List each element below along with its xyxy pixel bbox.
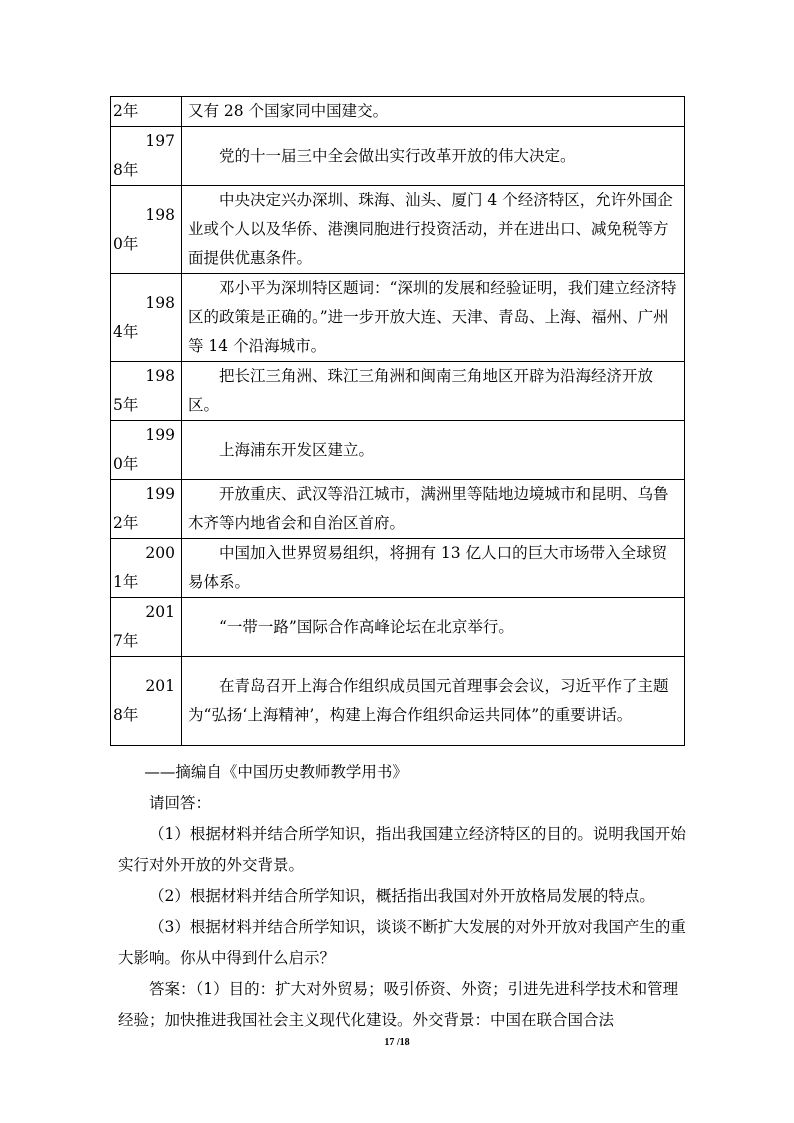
timeline-event: 把长江三角洲、珠江三角洲和闽南三角地区开辟为沿海经济开放区。 [188, 367, 654, 414]
timeline-year [111, 362, 179, 420]
timeline-event: “一带一路”国际合作高峰论坛在北京举行。 [219, 617, 514, 636]
timeline-year [111, 127, 179, 185]
timeline-year [111, 672, 179, 730]
timeline-year-cell [111, 421, 182, 480]
page-number: 17 /18 [384, 1037, 410, 1048]
timeline-year-cell [111, 657, 182, 746]
timeline-row [111, 274, 685, 362]
timeline-body [111, 97, 685, 746]
timeline-year-bottom: 0年 [113, 234, 139, 253]
answer-text: 答案：（1）目的：扩大对外贸易；吸引侨资、外资；引进先进科学技术和管理经验；加快推进我国社会主义现代化建设。外交背景：中国在联合国合法 [118, 980, 679, 1029]
timeline-year [111, 289, 179, 347]
timeline-year [111, 421, 179, 479]
timeline-row [111, 421, 685, 480]
timeline-row [111, 186, 685, 274]
timeline-row [111, 539, 685, 598]
timeline-year-cell [111, 539, 182, 598]
timeline-year-bottom: 5年 [113, 396, 139, 414]
timeline-year-top: 197 [145, 132, 175, 150]
timeline-event-cell [182, 421, 685, 480]
source-line: ——摘编自《中国历史教师教学用书》 [144, 763, 408, 781]
timeline-event-cell [182, 97, 685, 127]
timeline-event: 上海浦东开发区建立。 [219, 440, 375, 459]
timeline-year-bottom: 2年 [113, 514, 139, 532]
timeline-event-cell [182, 539, 685, 598]
timeline-row [111, 127, 685, 186]
timeline-event-cell [182, 127, 685, 186]
timeline-year [111, 201, 179, 259]
timeline-year [111, 480, 179, 538]
timeline-year-bottom: 1年 [113, 573, 139, 591]
timeline-year-top: 198 [145, 205, 175, 224]
timeline-year [111, 97, 179, 126]
timeline-event-cell [182, 362, 685, 421]
timeline-event: 在青岛召开上海合作组织成员国元首理事会会议，习近平作了主题为“弘扬‘上海精神’，构建上海合作组织命运共同体”的重要讲话。 [188, 677, 669, 724]
timeline-year-bottom: 7年 [113, 632, 139, 650]
answer-prompt: 请回答： [149, 794, 212, 812]
timeline-year-top: 199 [145, 485, 175, 503]
question-2: （2）根据材料并结合所学知识，概括指出我国对外开放格局发展的特点。 [149, 887, 655, 905]
timeline-year-top: 200 [145, 544, 175, 562]
timeline-row [111, 657, 685, 746]
timeline-year-cell [111, 127, 182, 186]
timeline-table [110, 96, 685, 746]
timeline-year-cell [111, 274, 182, 362]
timeline-event-cell [182, 598, 685, 657]
timeline-event: 又有 28 个国家同中国建交。 [188, 102, 389, 120]
timeline-event: 开放重庆、武汉等沿江城市，满洲里等陆地边境城市和昆明、乌鲁木齐等内地省会和自治区首府。 [188, 485, 669, 532]
timeline-year-top: 198 [145, 367, 175, 385]
timeline-year-bottom: 0年 [113, 455, 139, 473]
timeline-year [111, 539, 179, 597]
timeline-event-cell [182, 480, 685, 539]
timeline-year-top: 198 [145, 293, 175, 312]
timeline-event-cell [182, 274, 685, 362]
timeline-year-top: 199 [145, 426, 175, 444]
timeline-row [111, 97, 685, 127]
timeline-year-top: 201 [145, 603, 175, 621]
timeline-year-bottom: 8年 [113, 161, 139, 179]
timeline-event-cell [182, 186, 685, 274]
timeline-year-top: 201 [145, 677, 175, 695]
timeline-event: 邓小平为深圳特区题词：“深圳的发展和经验证明，我们建立经济特区的政策是正确的。”进一步开放大连、天津、青岛、上海、福州、广州等 14 个沿海城市。 [188, 279, 677, 355]
timeline-year-cell [111, 598, 182, 657]
timeline-event: 中国加入世界贸易组织，将拥有 13 亿人口的巨大市场带入全球贸易体系。 [188, 544, 668, 591]
timeline-row [111, 480, 685, 539]
question-block [118, 757, 686, 1036]
timeline-year [111, 598, 179, 656]
question-1: （1）根据材料并结合所学知识，指出我国建立经济特区的目的。说明我国开始实行对外开放的外交背景。 [118, 825, 686, 874]
timeline-event-cell [182, 657, 685, 746]
timeline-year-bottom: 2年 [113, 102, 139, 120]
timeline-year-cell [111, 186, 182, 274]
timeline-year-bottom: 8年 [113, 706, 139, 724]
timeline-event: 中央决定兴办深圳、珠海、汕头、厦门 4 个经济特区，允许外国企业或个人以及华侨、港澳同胞进行投资活动，并在进出口、减免税等方面提供优惠条件。 [188, 191, 673, 267]
timeline-year-bottom: 4年 [113, 322, 139, 341]
timeline-year-cell [111, 362, 182, 421]
timeline-event: 党的十一届三中全会做出实行改革开放的伟大决定。 [219, 146, 576, 165]
question-3: （3）根据材料并结合所学知识，谈谈不断扩大发展的对外开放对我国产生的重大影响。你从中得到什么启示？ [118, 918, 686, 967]
timeline-row [111, 362, 685, 421]
timeline-row [111, 598, 685, 657]
timeline-year-cell [111, 97, 182, 127]
timeline-year-cell [111, 480, 182, 539]
